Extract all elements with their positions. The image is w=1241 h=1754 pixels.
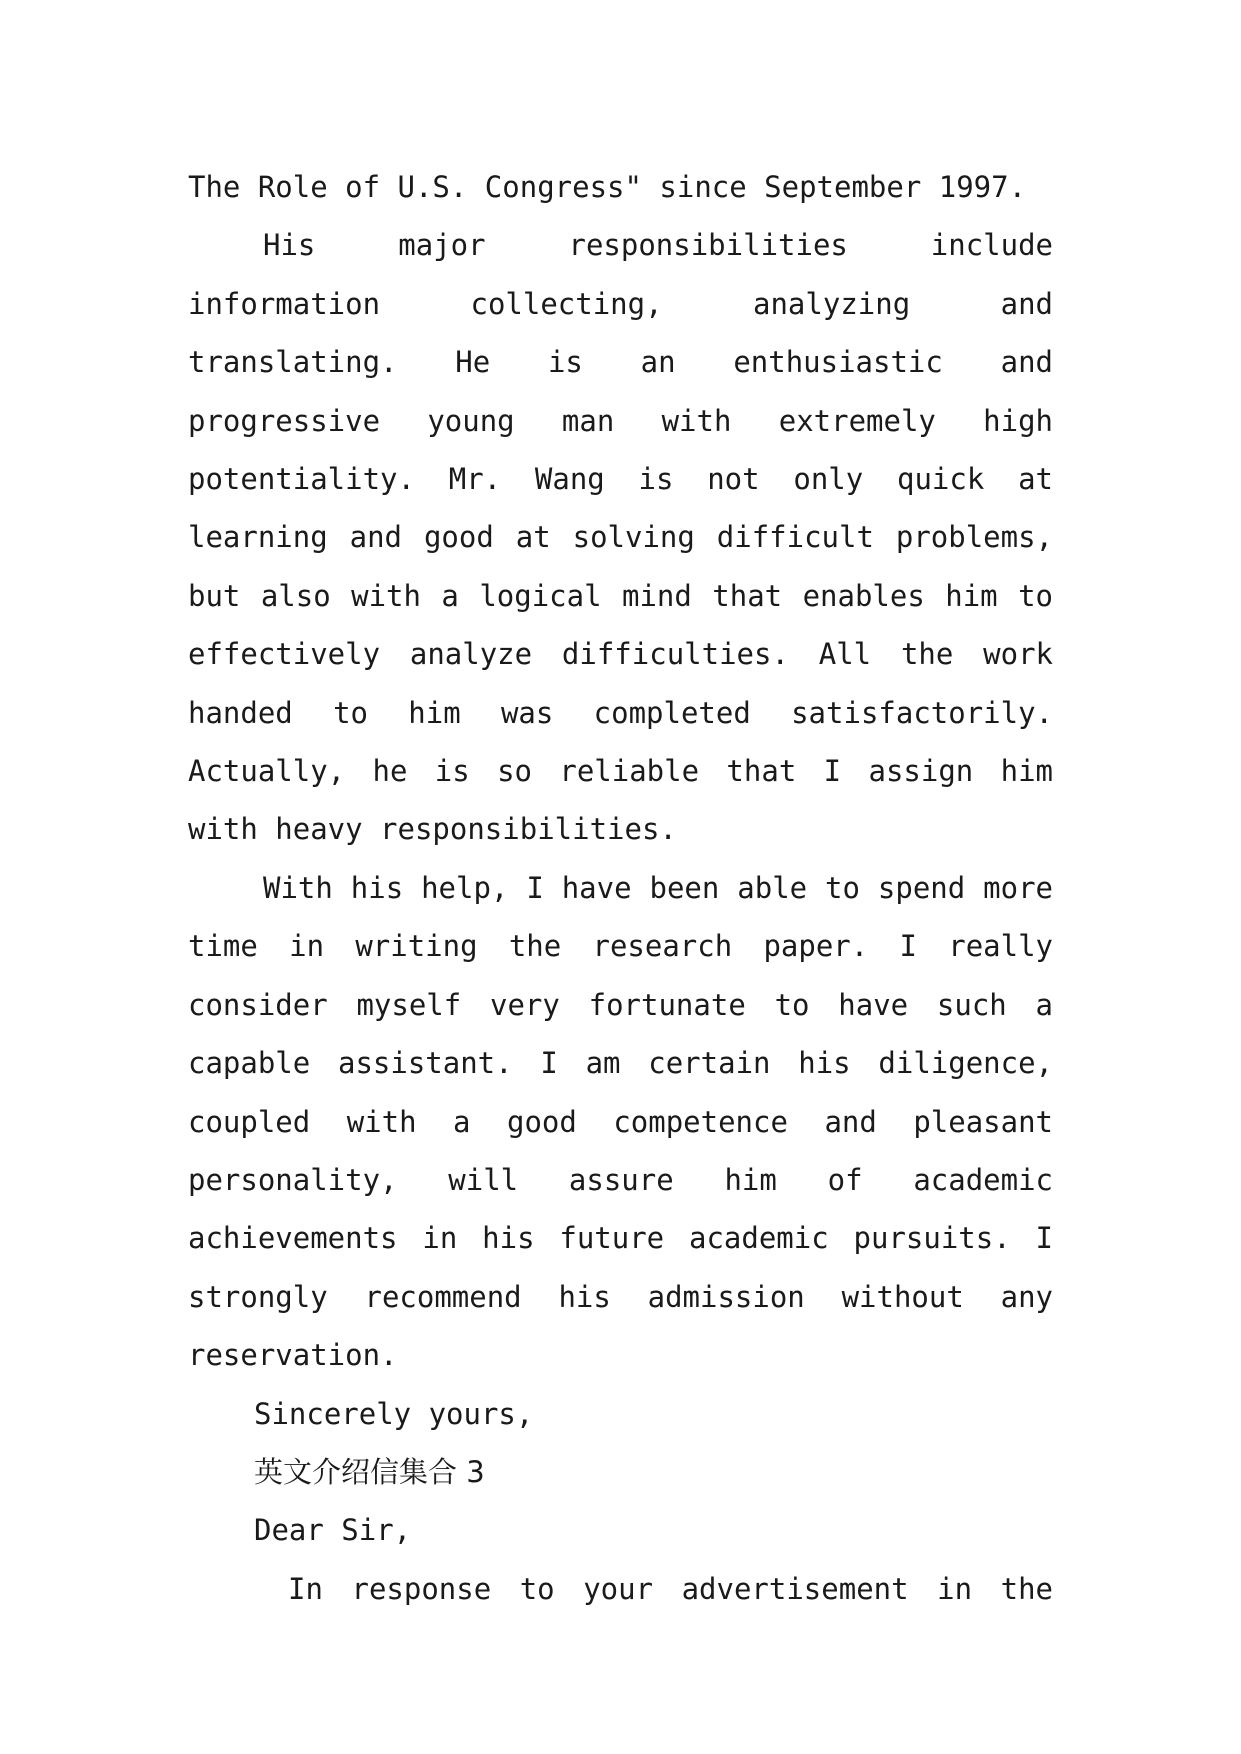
salutation: Dear Sir, [254, 1513, 412, 1548]
paragraph-responsibilities: His major responsibilities include information collecting, analyzing and translating. He is an enthusiastic and progressive young man with extremely high potentiality. Mr. Wang is not only quick at learning and good at solving difficult problems, but also with a logical mind that enables him to effectively analyze difficulties. All the work handed to him was completed satisfactorily. Actually, he is so reliable that I assign him with heavy responsibilities. [188, 228, 1053, 847]
intro-line: The Role of U.S. Congress" since September 1997. [188, 170, 1027, 204]
section-heading: 英文介绍信集合 3 [254, 1454, 485, 1489]
paragraph-recommendation: With his help, I have been able to spend more time in writing the research paper. I really consider myself very fortunate to have such a capable assistant. I am certain his diligence, coupled with a good competence and pleasant personality, will assure him of academic achievements in his future academic pursuits. I strongly recommend his admission without any reservation. [188, 870, 1053, 1373]
closing-line: Sincerely yours, [254, 1396, 534, 1431]
document-body [188, 158, 1053, 1618]
paragraph-response: In response to your advertisement in the [288, 1571, 1053, 1606]
